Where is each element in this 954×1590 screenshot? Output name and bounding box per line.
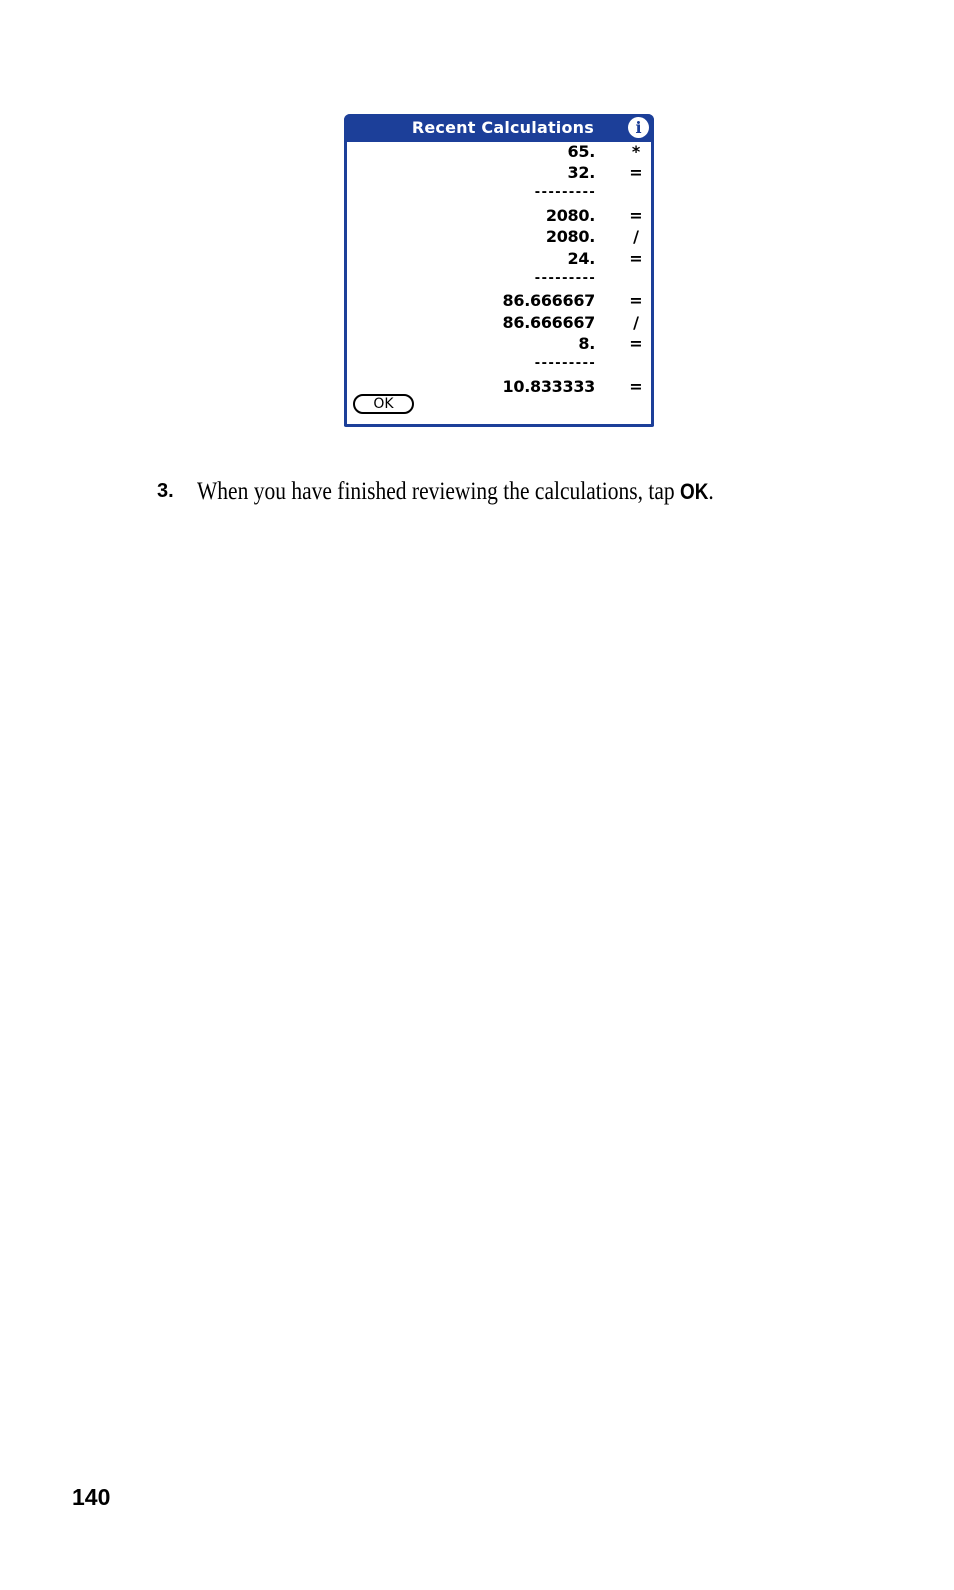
info-icon[interactable]: i xyxy=(628,117,649,138)
dialog-titlebar xyxy=(344,114,654,142)
page-number: 140 xyxy=(72,1484,111,1510)
tape-value: 86.666667 xyxy=(502,291,595,310)
tape-separator-row xyxy=(347,355,651,377)
step-text-before: When you have finished reviewing the calculations, tap xyxy=(197,478,680,505)
tape-value: 86.666667 xyxy=(502,313,595,332)
tape-operator: = xyxy=(629,206,643,225)
tape-operator: * xyxy=(631,142,641,161)
step-text-after: . xyxy=(708,478,714,505)
tape-value: 24. xyxy=(567,249,595,268)
tape-operator: = xyxy=(629,163,643,182)
ok-button[interactable]: OK xyxy=(353,394,414,414)
tape-separator: --------- xyxy=(533,185,595,200)
tape-value: 8. xyxy=(578,334,595,353)
tape-row xyxy=(347,291,651,313)
tape-value: 65. xyxy=(567,142,595,161)
tape-row xyxy=(347,334,651,356)
tape-row xyxy=(347,227,651,249)
step-text xyxy=(197,478,714,506)
tape-operator: = xyxy=(629,377,643,396)
tape-operator: = xyxy=(629,291,643,310)
tape-separator: --------- xyxy=(533,271,595,286)
tape-operator: = xyxy=(629,249,643,268)
tape-operator: / xyxy=(633,227,639,246)
recent-calculations-dialog xyxy=(344,114,654,427)
tape-value: 10.833333 xyxy=(502,377,595,396)
tape-separator: --------- xyxy=(533,356,595,371)
tape-row xyxy=(347,206,651,228)
tape-separator-row xyxy=(347,270,651,292)
tape-value: 2080. xyxy=(545,227,595,246)
tape-value: 2080. xyxy=(545,206,595,225)
step-text-ok: OK xyxy=(679,479,709,504)
tape-row xyxy=(347,142,651,164)
tape-row xyxy=(347,249,651,271)
tape-value: 32. xyxy=(567,163,595,182)
dialog-title: Recent Calculations xyxy=(411,118,594,137)
step-number: 3. xyxy=(157,480,174,502)
tape-row xyxy=(347,163,651,185)
tape-operator: = xyxy=(629,334,643,353)
tape-row xyxy=(347,313,651,335)
tape-operator: / xyxy=(633,313,639,332)
tape-separator-row xyxy=(347,184,651,206)
